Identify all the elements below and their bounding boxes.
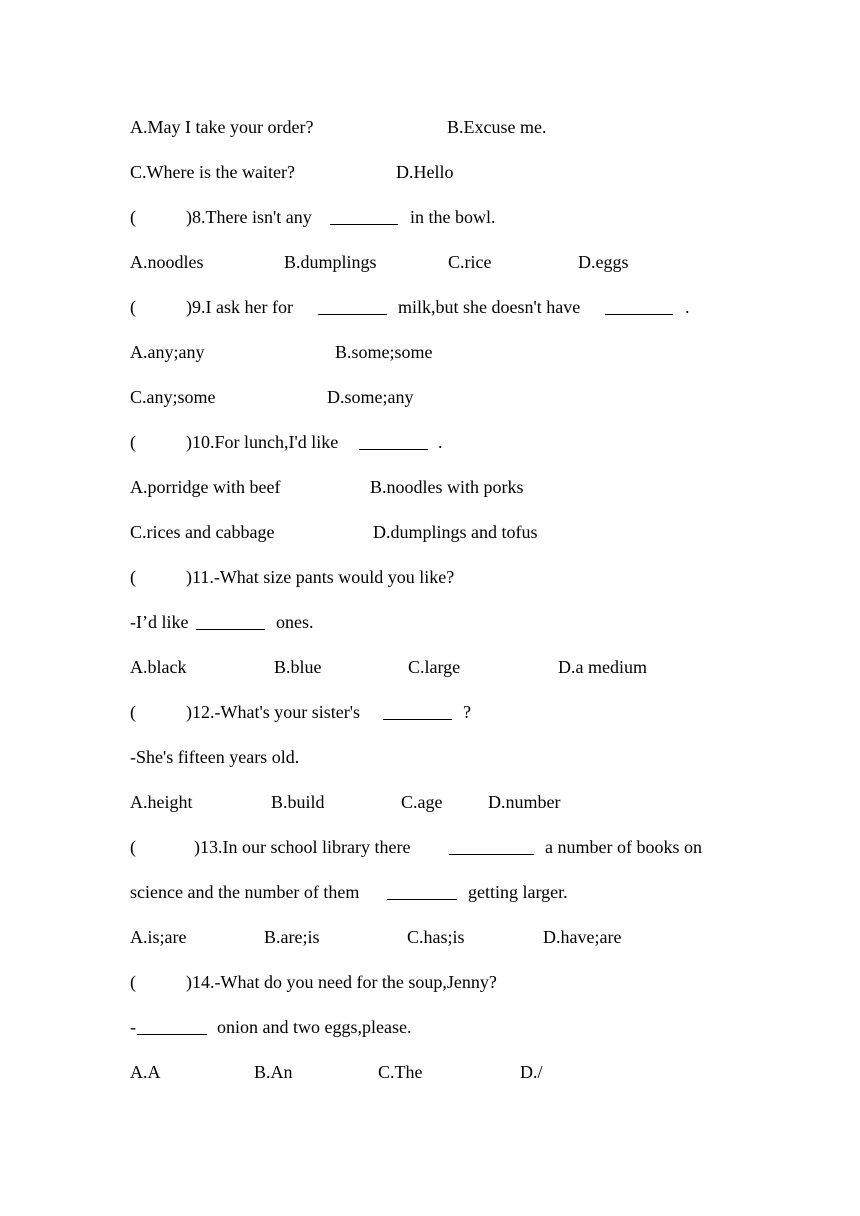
q13-blank-1 (449, 834, 534, 860)
q12-stem-part-2: ? (463, 702, 471, 722)
q12-option-c: C.age (401, 792, 443, 812)
q11-question (130, 564, 455, 590)
q7-option-b: B.Excuse me. (447, 117, 547, 137)
q13-option-d: D.have;are (543, 927, 622, 947)
q8-option-b: B.dumplings (284, 252, 377, 272)
q13-answer-paren: ( (130, 837, 136, 857)
q9-option-d: D.some;any (327, 387, 414, 407)
q9-option-a: A.any;any (130, 342, 205, 362)
q8-question (130, 204, 496, 230)
q7-option-a: A.May I take your order? (130, 117, 314, 137)
q7-option-d: D.Hello (396, 162, 454, 182)
q12-question (130, 699, 471, 725)
q13-blank-2 (387, 879, 457, 905)
q12-option-a: A.height (130, 792, 193, 812)
q14-option-b: B.An (254, 1062, 293, 1082)
q7-options-row-1 (130, 114, 547, 140)
q13-option-c: C.has;is (407, 927, 465, 947)
q13-stem-part-2: a number of books on (545, 837, 702, 857)
q9-options-row-2 (130, 384, 414, 410)
q9-stem-part-3: . (685, 297, 690, 317)
q13-stem-part-3: science and the number of them (130, 882, 360, 902)
q12-blank (383, 699, 452, 725)
q12-option-b: B.build (271, 792, 325, 812)
q10-question (130, 429, 443, 455)
q13-stem-part-4: getting larger. (468, 882, 568, 902)
q10-answer-paren: ( (130, 432, 136, 452)
q7-options-row-2 (130, 159, 454, 185)
q8-option-a: A.noodles (130, 252, 204, 272)
q14-blank (137, 1014, 207, 1040)
q12-options (130, 789, 561, 815)
q14-stem: )14.-What do you need for the soup,Jenny? (186, 972, 497, 992)
q13-option-a: A.is;are (130, 927, 187, 947)
q12-dialogue-answer (130, 744, 300, 770)
q13-stem-part-1: )13.In our school library there (194, 837, 411, 857)
q11-answer-paren: ( (130, 567, 136, 587)
q9-option-b: B.some;some (335, 342, 433, 362)
q8-answer-paren: ( (130, 207, 136, 227)
q10-option-d: D.dumplings and tofus (373, 522, 538, 542)
q9-option-c: C.any;some (130, 387, 216, 407)
q9-stem-part-1: )9.I ask her for (186, 297, 293, 317)
q13-question-line-1 (130, 834, 702, 860)
q8-option-c: C.rice (448, 252, 492, 272)
q11-dialogue-answer (130, 609, 314, 635)
q14-answer-part-1: - (130, 1017, 136, 1037)
q9-options-row-1 (130, 339, 433, 365)
q14-options (130, 1059, 543, 1085)
q11-stem: )11.-What size pants would you like? (186, 567, 455, 587)
q10-blank (359, 429, 428, 455)
q10-options-row-1 (130, 474, 524, 500)
q9-stem-part-2: milk,but she doesn't have (398, 297, 581, 317)
q14-question (130, 969, 497, 995)
q12-option-d: D.number (488, 792, 561, 812)
q8-stem-part-1: )8.There isn't any (186, 207, 312, 227)
q14-option-d: D./ (520, 1062, 543, 1082)
q9-blank-1 (318, 294, 387, 320)
q11-blank (196, 609, 265, 635)
q9-blank-2 (605, 294, 673, 320)
q8-option-d: D.eggs (578, 252, 629, 272)
q12-answer-paren: ( (130, 702, 136, 722)
q11-option-a: A.black (130, 657, 187, 677)
q14-dialogue-answer (130, 1014, 412, 1040)
q10-option-b: B.noodles with porks (370, 477, 524, 497)
q10-options-row-2 (130, 519, 538, 545)
q14-answer-part-2: onion and two eggs,please. (217, 1017, 412, 1037)
q10-option-a: A.porridge with beef (130, 477, 281, 497)
q8-options (130, 249, 629, 275)
q11-option-b: B.blue (274, 657, 322, 677)
q12-answer: -She's fifteen years old. (130, 747, 300, 767)
q11-option-c: C.large (408, 657, 461, 677)
q8-blank (330, 204, 398, 230)
q10-option-c: C.rices and cabbage (130, 522, 275, 542)
q11-answer-part-1: -I’d like (130, 612, 189, 632)
q8-stem-part-2: in the bowl. (410, 207, 496, 227)
q14-option-a: A.A (130, 1062, 161, 1082)
q12-stem-part-1: )12.-What's your sister's (186, 702, 360, 722)
q13-options (130, 924, 622, 950)
q7-option-c: C.Where is the waiter? (130, 162, 295, 182)
q9-question (130, 294, 690, 320)
q11-option-d: D.a medium (558, 657, 647, 677)
q10-stem-part-2: . (438, 432, 443, 452)
q10-stem-part-1: )10.For lunch,I'd like (186, 432, 339, 452)
q14-answer-paren: ( (130, 972, 136, 992)
q11-answer-part-2: ones. (276, 612, 314, 632)
q13-question-line-2 (130, 879, 568, 905)
q9-answer-paren: ( (130, 297, 136, 317)
q13-option-b: B.are;is (264, 927, 320, 947)
q14-option-c: C.The (378, 1062, 423, 1082)
q11-options (130, 654, 647, 680)
